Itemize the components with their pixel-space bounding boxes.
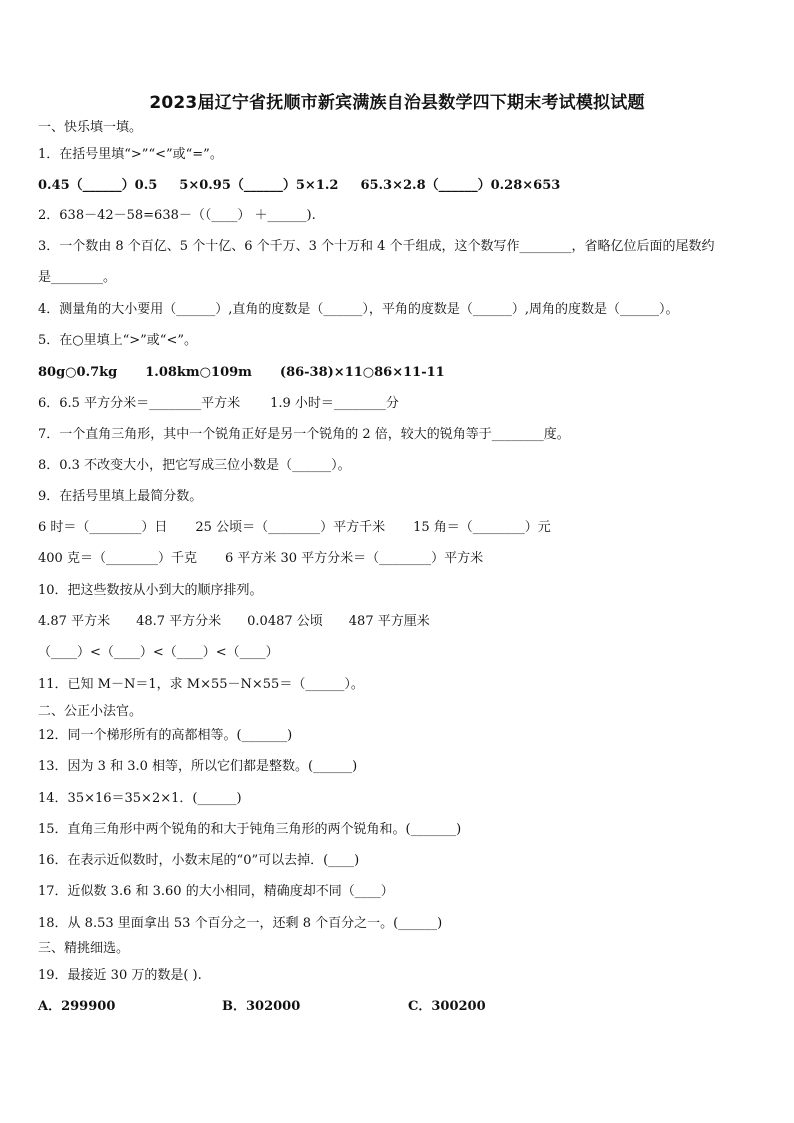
question-5-items — [38, 364, 445, 382]
question-1-stem: 1．在括号里填“>”“<”或“=”。 — [38, 147, 223, 162]
question-9-item-a: 6 时＝（________）日 — [38, 520, 168, 535]
question-2: 2．638－42－58=638－（（____） ＋______). — [38, 208, 316, 223]
question-5-item-a: 80g○0.7kg — [38, 365, 118, 380]
question-19-option-c: C．300200 — [408, 999, 486, 1014]
question-16: 16．在表示近似数时，小数末尾的“0”可以去掉．(____) — [38, 853, 360, 868]
question-13: 13．因为 3 和 3.0 相等，所以它们都是整数。(______) — [38, 759, 358, 774]
question-10-value-d: 487 平方厘米 — [348, 614, 430, 629]
section-2-heading: 二、公正小法官。 — [38, 704, 143, 719]
question-6-item-b: 1.9 小时＝________分 — [270, 396, 399, 411]
question-19-option-b: B．302000 — [222, 999, 301, 1014]
question-19-stem: 19．最接近 30 万的数是( ). — [38, 968, 202, 983]
question-5-item-c: (86-38)×11○86×11-11 — [279, 365, 445, 380]
question-12: 12．同一个梯形所有的高都相等。(_______) — [38, 728, 293, 743]
question-1-item-a: 0.45（______）0.5 — [38, 178, 158, 193]
question-4: 4．测量角的大小要用（______）,直角的度数是（______），平角的度数是（______）,周角的度数是（______）。 — [38, 302, 679, 317]
question-8: 8．0.3 不改变大小，把它写成三位小数是（______）。 — [38, 458, 351, 473]
question-10-stem: 10．把这些数按从小到大的顺序排列。 — [38, 583, 263, 598]
section-1-heading: 一、快乐填一填。 — [38, 120, 143, 135]
question-19-option-a: A．299900 — [38, 999, 116, 1014]
question-1-item-b: 5×0.95（______）5×1.2 — [179, 178, 339, 193]
question-10-value-c: 0.0487 公顷 — [247, 614, 323, 629]
question-10-values — [38, 613, 430, 631]
question-1-item-c: 65.3×2.8（______）0.28×653 — [360, 178, 561, 193]
question-6 — [38, 395, 399, 413]
question-10-order: （____）<（____）<（____）<（____） — [38, 645, 279, 660]
question-11: 11．已知 M－N＝1，求 M×55－N×55＝（______）。 — [38, 677, 364, 692]
question-14: 14．35×16＝35×2×1．(______) — [38, 791, 242, 806]
question-18: 18．从 8.53 里面拿出 53 个百分之一，还剩 8 个百分之一。(______) — [38, 916, 443, 931]
page-title: 2023届辽宁省抚顺市新宾满族自治县数学四下期末考试模拟试题 — [149, 93, 645, 113]
question-7: 7．一个直角三角形，其中一个锐角正好是另一个锐角的 2 倍，较大的锐角等于________度。 — [38, 427, 570, 442]
question-15: 15．直角三角形中两个锐角的和大于钝角三角形的两个锐角和。(_______) — [38, 822, 462, 837]
question-9-item-b: 25 公顷＝（________）平方千米 — [195, 520, 386, 535]
question-3-line-1: 3．一个数由 8 个百亿、5 个十亿、6 个千万、3 个十万和 4 个千组成，这个数写作________，省略亿位后面的尾数约 — [38, 239, 715, 254]
question-10-value-a: 4.87 平方米 — [38, 614, 111, 629]
question-5-item-b: 1.08km○109m — [145, 365, 252, 380]
question-3-line-2: 是________。 — [38, 270, 117, 285]
section-3-heading: 三、精挑细选。 — [38, 941, 130, 956]
question-9-row-2 — [38, 550, 483, 568]
question-9-item-e: 6 平方米 30 平方分米＝（________）平方米 — [224, 551, 484, 566]
question-6-item-a: 6．6.5 平方分米＝________平方米 — [38, 396, 241, 411]
question-9-stem: 9．在括号里填上最简分数。 — [38, 489, 203, 504]
question-9-item-c: 15 角＝（________）元 — [413, 520, 551, 535]
question-5-stem: 5．在○里填上“>”或“<”。 — [38, 333, 197, 348]
question-9-item-d: 400 克＝（________）千克 — [38, 551, 197, 566]
question-10-value-b: 48.7 平方分米 — [136, 614, 222, 629]
question-1-items — [38, 177, 560, 195]
question-19-options — [38, 998, 486, 1016]
question-9-row-1 — [38, 519, 551, 537]
question-17: 17．近似数 3.6 和 3.60 的大小相同，精确度却不同（____） — [38, 884, 394, 899]
